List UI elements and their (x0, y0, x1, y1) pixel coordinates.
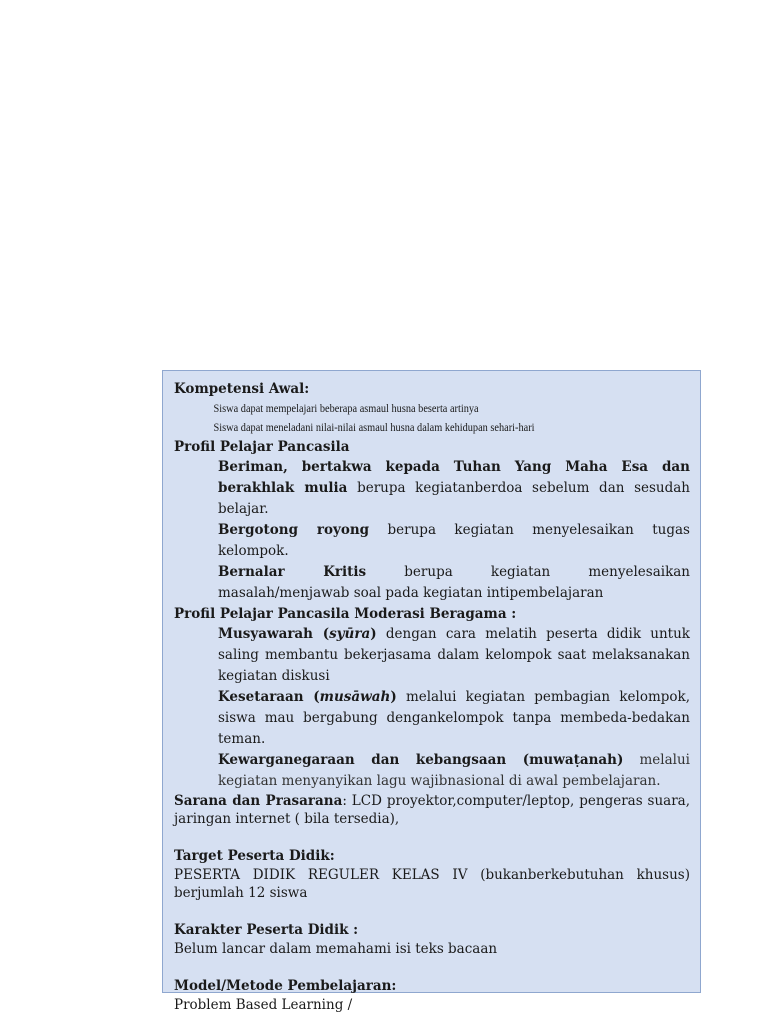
profil-item (174, 520, 690, 562)
profil-title: Profil Pelajar Pancasila (174, 439, 350, 455)
moderasi-item-italic: syūra (329, 626, 371, 642)
sarana-text: : LCD proyektor,computer/leptop, pengeras suara, jaringan internet ( bila tersedia), (174, 793, 690, 827)
profil-item-text: berupa kegiatan menyelesaikan tugas kelompok. (218, 522, 690, 559)
profil-item (174, 457, 690, 520)
moderasi-title: Profil Pelajar Pancasila Moderasi Beragama : (174, 606, 517, 622)
moderasi-item-bold: Musyawarah ( (218, 626, 330, 642)
profil-item-bold: Bernalar Kritis (218, 564, 367, 580)
target-title: Target Peserta Didik: (174, 848, 335, 864)
moderasi-item (174, 750, 690, 792)
lesson-info-box (162, 370, 701, 1013)
karakter-text: Belum lancar dalam memahami isi teks bacaan (174, 941, 498, 957)
target-text: PESERTA DIDIK REGULER KELAS IV (bukanberkebutuhan khusus) berjumlah 12 siswa (174, 867, 690, 901)
moderasi-item-bold: Kesetaraan ( (218, 689, 320, 705)
profil-item-bold: Beriman, bertakwa kepada Tuhan Yang Maha Esa dan berakhlak mulia (218, 459, 690, 496)
moderasi-item-bold-close: ) (390, 689, 397, 705)
moderasi-item-text: dengan cara melatih peserta didik untuk saling membantu bekerjasama dalam kelompok saat melaksanakan kegiatan diskusi (218, 626, 690, 684)
model-title: Model/Metode Pembelajaran: (174, 978, 397, 994)
moderasi-item-italic: musāwah (319, 689, 391, 705)
model-text: Problem Based Learning / (174, 997, 353, 1013)
kompetensi-item: Siswa dapat meneladani nilai-nilai asmaul husna dalam kehidupan sehari-hari (213, 420, 535, 434)
karakter-title: Karakter Peserta Didik : (174, 922, 359, 938)
lesson-info-content (174, 379, 690, 1014)
profil-item-bold: Bergotong royong (218, 522, 370, 538)
moderasi-item (174, 624, 690, 687)
sarana-paragraph (174, 792, 690, 828)
moderasi-item-bold-close: ) (370, 626, 377, 642)
profil-item (174, 562, 690, 604)
moderasi-item-bold: Kewarganegaraan dan kebangsaan (muwaṭanah) (218, 752, 624, 768)
sarana-label: Sarana dan Prasarana (174, 793, 343, 809)
kompetensi-title: Kompetensi Awal: (174, 381, 310, 397)
moderasi-item-text: melalui kegiatan pembagian kelompok, siswa mau bergabung dengankelompok tanpa membeda-bedakan teman. (218, 689, 690, 747)
profil-item-text: berupa kegiatan menyelesaikan masalah/menjawab soal pada kegiatan intipembelajaran (218, 564, 690, 601)
kompetensi-item: Siswa dapat mempelajari beberapa asmaul husna beserta artinya (213, 401, 479, 415)
moderasi-item-text: melalui kegiatan menyanyikan lagu wajibnasional di awal pembelajaran. (218, 752, 690, 789)
profil-item-text: berupa kegiatanberdoa sebelum dan sesudah belajar. (218, 480, 690, 517)
moderasi-item (174, 687, 690, 750)
